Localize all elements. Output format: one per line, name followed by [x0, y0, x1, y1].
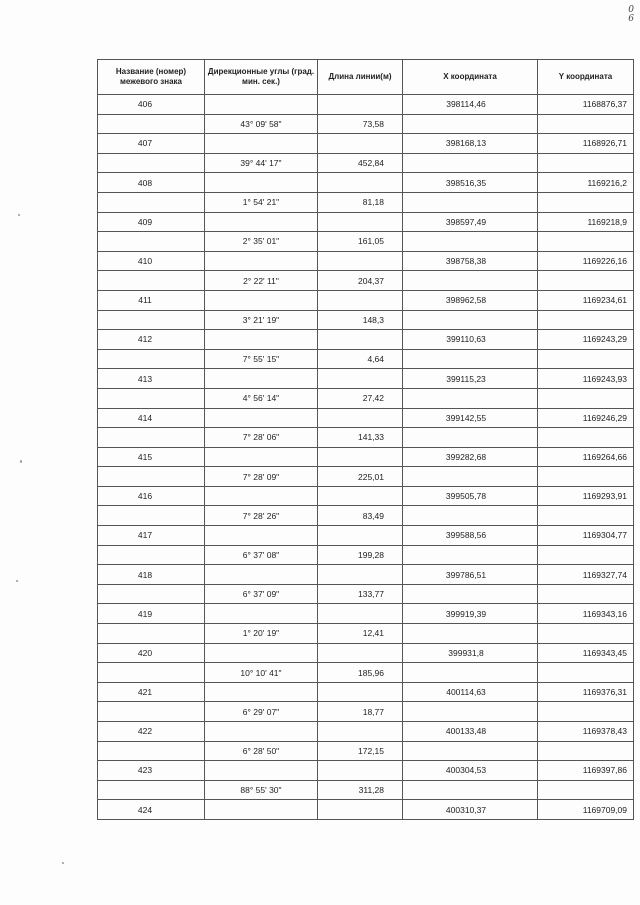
empty-cell: [205, 330, 318, 350]
x-coordinate-cell: 398168,13: [403, 134, 538, 154]
line-length-cell: 225,01: [318, 467, 403, 487]
empty-cell: [318, 212, 403, 232]
empty-cell: [205, 604, 318, 624]
segment-row: [98, 153, 634, 173]
direction-angle-cell: 43° 09' 58": [205, 114, 318, 134]
empty-cell: [318, 604, 403, 624]
y-coordinate-cell: 1169216,2: [538, 173, 634, 193]
empty-cell: [98, 310, 205, 330]
x-coordinate-cell: 399505,78: [403, 486, 538, 506]
y-coordinate-cell: 1169218,9: [538, 212, 634, 232]
direction-angle-cell: 6° 37' 08": [205, 545, 318, 565]
line-length-cell: 4,64: [318, 349, 403, 369]
line-length-cell: 141,33: [318, 428, 403, 448]
line-length-cell: 12,41: [318, 624, 403, 644]
empty-cell: [98, 702, 205, 722]
direction-angle-cell: 3° 21' 19": [205, 310, 318, 330]
empty-cell: [403, 545, 538, 565]
empty-cell: [403, 741, 538, 761]
line-length-cell: 83,49: [318, 506, 403, 526]
y-coordinate-cell: 1169327,74: [538, 565, 634, 585]
segment-row: [98, 114, 634, 134]
table-body: [98, 95, 634, 820]
direction-angle-cell: 1° 54' 21": [205, 192, 318, 212]
scan-speck: [62, 862, 64, 864]
point-name-cell: 422: [98, 722, 205, 742]
y-coordinate-cell: 1169343,45: [538, 643, 634, 663]
empty-cell: [403, 663, 538, 683]
empty-cell: [205, 408, 318, 428]
point-row: [98, 134, 634, 154]
empty-cell: [403, 349, 538, 369]
segment-row: [98, 310, 634, 330]
segment-row: [98, 428, 634, 448]
segment-row: [98, 702, 634, 722]
line-length-cell: 148,3: [318, 310, 403, 330]
empty-cell: [318, 761, 403, 781]
empty-cell: [98, 506, 205, 526]
point-row: [98, 173, 634, 193]
empty-cell: [318, 486, 403, 506]
point-name-cell: 413: [98, 369, 205, 389]
empty-cell: [403, 702, 538, 722]
empty-cell: [403, 467, 538, 487]
line-length-cell: 172,15: [318, 741, 403, 761]
point-row: [98, 251, 634, 271]
empty-cell: [98, 114, 205, 134]
segment-row: [98, 741, 634, 761]
segment-row: [98, 192, 634, 212]
segment-row: [98, 271, 634, 291]
point-name-cell: 418: [98, 565, 205, 585]
x-coordinate-cell: 399115,23: [403, 369, 538, 389]
line-length-cell: 311,28: [318, 780, 403, 800]
empty-cell: [538, 663, 634, 683]
empty-cell: [318, 447, 403, 467]
point-row: [98, 761, 634, 781]
segment-row: [98, 349, 634, 369]
y-coordinate-cell: 1169293,91: [538, 486, 634, 506]
point-name-cell: 414: [98, 408, 205, 428]
segment-row: [98, 663, 634, 683]
empty-cell: [403, 114, 538, 134]
x-coordinate-cell: 398962,58: [403, 290, 538, 310]
line-length-cell: 27,42: [318, 388, 403, 408]
empty-cell: [98, 624, 205, 644]
y-coordinate-cell: 1169234,61: [538, 290, 634, 310]
y-coordinate-cell: 1169243,29: [538, 330, 634, 350]
direction-angle-cell: 4° 56' 14": [205, 388, 318, 408]
direction-angle-cell: 6° 29' 07": [205, 702, 318, 722]
empty-cell: [538, 545, 634, 565]
empty-cell: [205, 682, 318, 702]
x-coordinate-cell: 399588,56: [403, 526, 538, 546]
x-coordinate-cell: 398516,35: [403, 173, 538, 193]
point-row: [98, 212, 634, 232]
empty-cell: [538, 232, 634, 252]
header-name: Название (номер) межевого знака: [98, 60, 205, 95]
segment-row: [98, 467, 634, 487]
y-coordinate-cell: 1169397,86: [538, 761, 634, 781]
empty-cell: [98, 428, 205, 448]
x-coordinate-cell: 400310,37: [403, 800, 538, 820]
empty-cell: [538, 153, 634, 173]
direction-angle-cell: 39° 44' 17": [205, 153, 318, 173]
corner-mark-text: 0 6: [628, 5, 634, 24]
empty-cell: [318, 251, 403, 271]
empty-cell: [403, 271, 538, 291]
direction-angle-cell: 7° 28' 06": [205, 428, 318, 448]
empty-cell: [538, 388, 634, 408]
empty-cell: [538, 506, 634, 526]
point-name-cell: 415: [98, 447, 205, 467]
empty-cell: [403, 780, 538, 800]
line-length-cell: 133,77: [318, 584, 403, 604]
segment-row: [98, 624, 634, 644]
empty-cell: [98, 349, 205, 369]
point-row: [98, 290, 634, 310]
header-angle: Дирекционные углы (град. мин. сек.): [205, 60, 318, 95]
empty-cell: [318, 173, 403, 193]
empty-cell: [403, 428, 538, 448]
point-row: [98, 330, 634, 350]
point-name-cell: 416: [98, 486, 205, 506]
empty-cell: [205, 447, 318, 467]
segment-row: [98, 584, 634, 604]
empty-cell: [403, 624, 538, 644]
line-length-cell: 204,37: [318, 271, 403, 291]
point-row: [98, 526, 634, 546]
empty-cell: [205, 173, 318, 193]
point-name-cell: 408: [98, 173, 205, 193]
point-name-cell: 417: [98, 526, 205, 546]
line-length-cell: 161,05: [318, 232, 403, 252]
empty-cell: [318, 134, 403, 154]
empty-cell: [98, 545, 205, 565]
y-coordinate-cell: 1169246,29: [538, 408, 634, 428]
empty-cell: [538, 349, 634, 369]
header-y: Y координата: [538, 60, 634, 95]
empty-cell: [318, 565, 403, 585]
segment-row: [98, 388, 634, 408]
empty-cell: [205, 134, 318, 154]
empty-cell: [205, 761, 318, 781]
empty-cell: [403, 310, 538, 330]
point-row: [98, 682, 634, 702]
point-name-cell: 424: [98, 800, 205, 820]
empty-cell: [205, 643, 318, 663]
point-name-cell: 420: [98, 643, 205, 663]
empty-cell: [538, 310, 634, 330]
empty-cell: [318, 643, 403, 663]
y-coordinate-cell: 1169243,93: [538, 369, 634, 389]
scan-speck: [18, 214, 20, 216]
empty-cell: [538, 584, 634, 604]
direction-angle-cell: 10° 10' 41": [205, 663, 318, 683]
line-length-cell: 199,28: [318, 545, 403, 565]
empty-cell: [318, 408, 403, 428]
empty-cell: [98, 388, 205, 408]
point-row: [98, 604, 634, 624]
empty-cell: [205, 290, 318, 310]
line-length-cell: 81,18: [318, 192, 403, 212]
empty-cell: [205, 565, 318, 585]
y-coordinate-cell: 1169378,43: [538, 722, 634, 742]
empty-cell: [98, 780, 205, 800]
header-length: Длина линии(м): [318, 60, 403, 95]
direction-angle-cell: 7° 28' 09": [205, 467, 318, 487]
header-x: X координата: [403, 60, 538, 95]
empty-cell: [538, 780, 634, 800]
empty-cell: [403, 192, 538, 212]
scan-speck: [20, 460, 22, 463]
empty-cell: [98, 192, 205, 212]
x-coordinate-cell: 399786,51: [403, 565, 538, 585]
line-length-cell: 18,77: [318, 702, 403, 722]
point-row: [98, 95, 634, 115]
empty-cell: [318, 330, 403, 350]
survey-coordinates-table: [97, 59, 634, 820]
empty-cell: [318, 369, 403, 389]
empty-cell: [538, 741, 634, 761]
point-name-cell: 409: [98, 212, 205, 232]
empty-cell: [403, 232, 538, 252]
point-row: [98, 447, 634, 467]
empty-cell: [205, 369, 318, 389]
empty-cell: [205, 722, 318, 742]
empty-cell: [98, 741, 205, 761]
segment-row: [98, 232, 634, 252]
empty-cell: [538, 428, 634, 448]
empty-cell: [205, 212, 318, 232]
point-row: [98, 643, 634, 663]
empty-cell: [98, 153, 205, 173]
page-corner-mark: [628, 6, 634, 24]
y-coordinate-cell: 1168926,71: [538, 134, 634, 154]
point-name-cell: 411: [98, 290, 205, 310]
empty-cell: [98, 663, 205, 683]
empty-cell: [318, 682, 403, 702]
empty-cell: [98, 584, 205, 604]
empty-cell: [318, 800, 403, 820]
line-length-cell: 452,84: [318, 153, 403, 173]
empty-cell: [318, 290, 403, 310]
empty-cell: [205, 800, 318, 820]
x-coordinate-cell: 400304,53: [403, 761, 538, 781]
empty-cell: [403, 506, 538, 526]
x-coordinate-cell: 399931,8: [403, 643, 538, 663]
direction-angle-cell: 1° 20' 19": [205, 624, 318, 644]
x-coordinate-cell: 398597,49: [403, 212, 538, 232]
x-coordinate-cell: 399142,55: [403, 408, 538, 428]
empty-cell: [98, 232, 205, 252]
empty-cell: [318, 95, 403, 115]
empty-cell: [318, 722, 403, 742]
y-coordinate-cell: 1169264,66: [538, 447, 634, 467]
point-row: [98, 722, 634, 742]
direction-angle-cell: 6° 28' 50": [205, 741, 318, 761]
empty-cell: [403, 153, 538, 173]
point-row: [98, 800, 634, 820]
point-name-cell: 410: [98, 251, 205, 271]
point-row: [98, 408, 634, 428]
direction-angle-cell: 7° 55' 15": [205, 349, 318, 369]
point-name-cell: 423: [98, 761, 205, 781]
empty-cell: [403, 584, 538, 604]
point-name-cell: 406: [98, 95, 205, 115]
segment-row: [98, 780, 634, 800]
point-row: [98, 565, 634, 585]
segment-row: [98, 506, 634, 526]
empty-cell: [205, 251, 318, 271]
direction-angle-cell: 7° 28' 26": [205, 506, 318, 526]
x-coordinate-cell: 400133,48: [403, 722, 538, 742]
empty-cell: [538, 467, 634, 487]
y-coordinate-cell: 1169343,16: [538, 604, 634, 624]
line-length-cell: 185,96: [318, 663, 403, 683]
x-coordinate-cell: 399110,63: [403, 330, 538, 350]
empty-cell: [538, 192, 634, 212]
table-header-row: [98, 60, 634, 95]
direction-angle-cell: 88° 55' 30": [205, 780, 318, 800]
scan-speck: [16, 580, 18, 582]
empty-cell: [403, 388, 538, 408]
y-coordinate-cell: 1168876,37: [538, 95, 634, 115]
x-coordinate-cell: 399282,68: [403, 447, 538, 467]
empty-cell: [205, 486, 318, 506]
empty-cell: [318, 526, 403, 546]
empty-cell: [538, 702, 634, 722]
empty-cell: [98, 467, 205, 487]
y-coordinate-cell: 1169376,31: [538, 682, 634, 702]
y-coordinate-cell: 1169709,09: [538, 800, 634, 820]
empty-cell: [538, 624, 634, 644]
point-name-cell: 412: [98, 330, 205, 350]
x-coordinate-cell: 398758,38: [403, 251, 538, 271]
y-coordinate-cell: 1169304,77: [538, 526, 634, 546]
empty-cell: [205, 526, 318, 546]
direction-angle-cell: 6° 37' 09": [205, 584, 318, 604]
segment-row: [98, 545, 634, 565]
point-row: [98, 369, 634, 389]
direction-angle-cell: 2° 22' 11": [205, 271, 318, 291]
point-name-cell: 419: [98, 604, 205, 624]
direction-angle-cell: 2° 35' 01": [205, 232, 318, 252]
x-coordinate-cell: 400114,63: [403, 682, 538, 702]
x-coordinate-cell: 398114,46: [403, 95, 538, 115]
empty-cell: [205, 95, 318, 115]
y-coordinate-cell: 1169226,16: [538, 251, 634, 271]
empty-cell: [538, 271, 634, 291]
empty-cell: [538, 114, 634, 134]
line-length-cell: 73,58: [318, 114, 403, 134]
point-name-cell: 421: [98, 682, 205, 702]
point-name-cell: 407: [98, 134, 205, 154]
x-coordinate-cell: 399919,39: [403, 604, 538, 624]
point-row: [98, 486, 634, 506]
empty-cell: [98, 271, 205, 291]
